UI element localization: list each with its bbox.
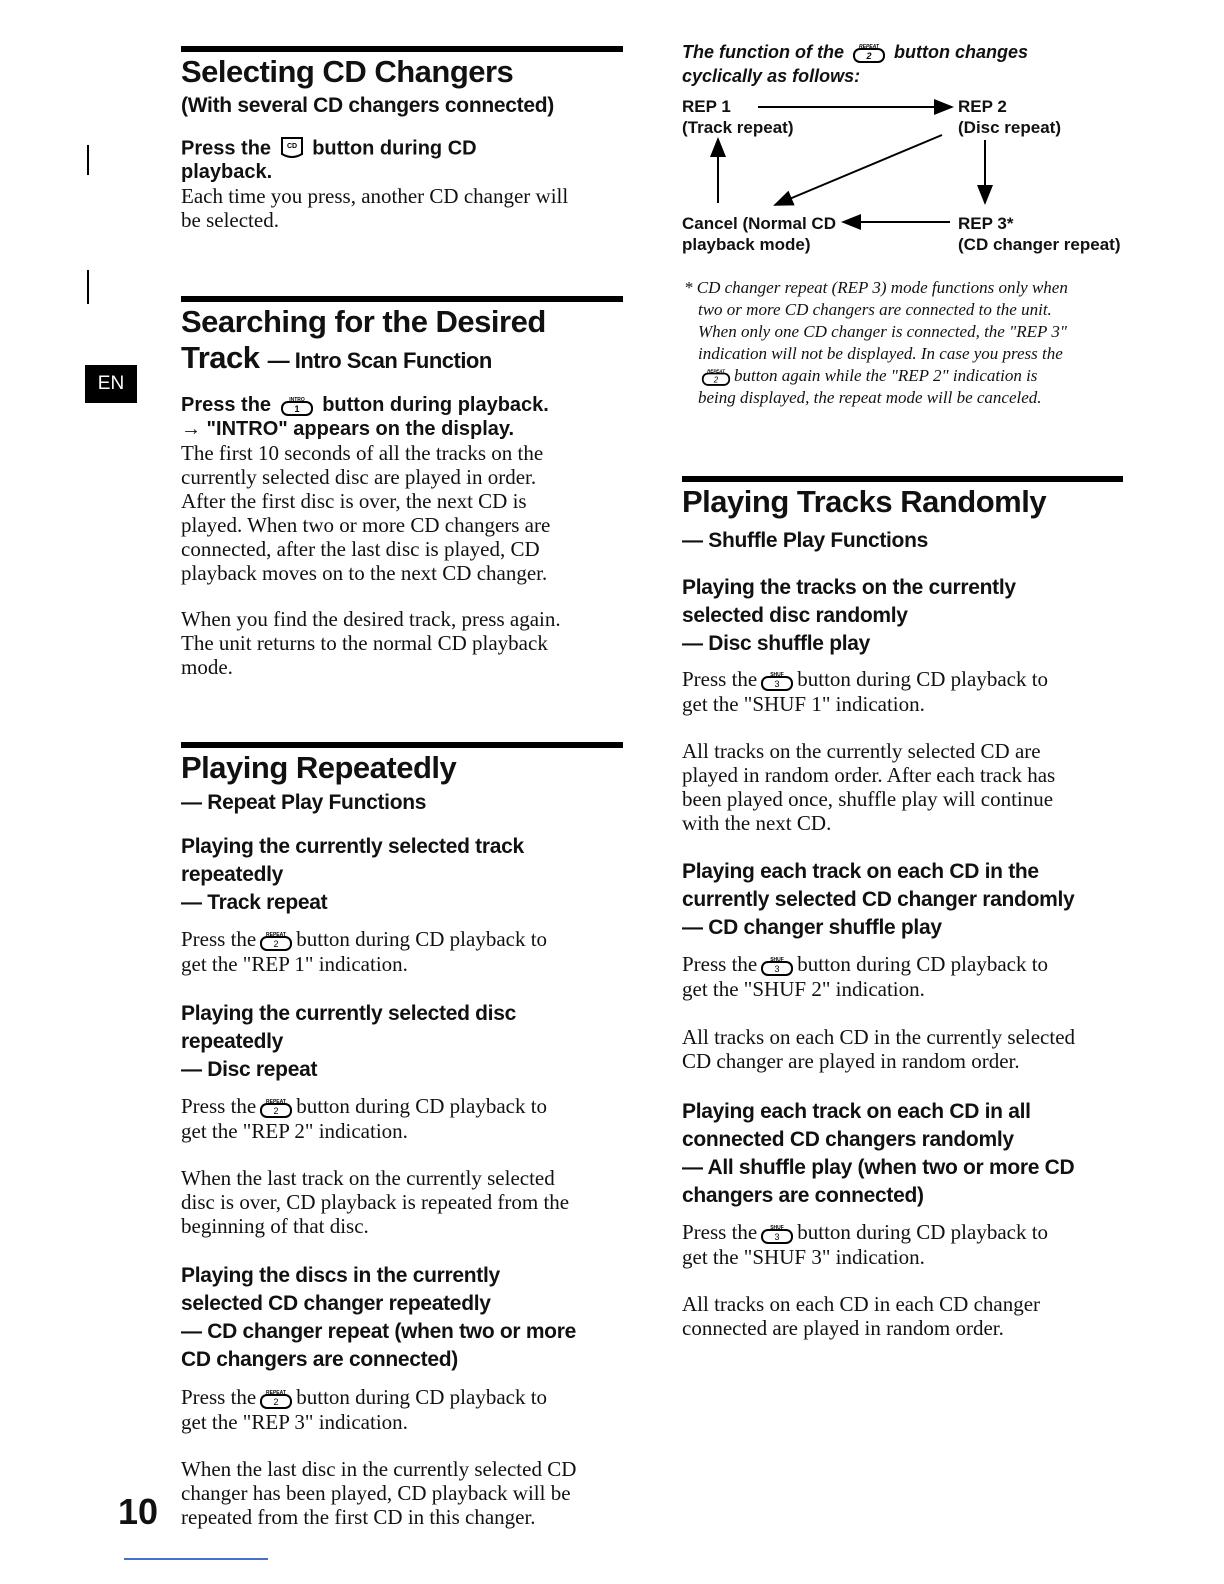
paragraph	[181, 1166, 569, 1238]
node-sublabel: (Track repeat)	[682, 118, 794, 137]
repeat-button-top: REPEAT	[266, 1099, 287, 1106]
subsection-heading	[682, 1098, 1074, 1210]
text-line: When the last disc in the currently selected CD	[181, 1457, 577, 1481]
text: Press the	[682, 667, 758, 691]
instruction-text: button during playback.	[322, 394, 549, 416]
text-line: get the "REP 1" indication.	[181, 952, 408, 977]
shuffle-button-top: SHUF	[770, 957, 785, 964]
shuffle-button-icon	[760, 670, 794, 692]
shuffle-button-num: 3	[774, 679, 780, 690]
text-line: When the last track on the currently selected	[181, 1166, 555, 1190]
text-line: beginning of that disc.	[181, 1214, 369, 1238]
text: button during CD playback to	[296, 1094, 548, 1118]
text-line: two or more CD changers are connected to the unit.	[698, 300, 1052, 319]
text: Press the	[181, 1094, 257, 1118]
text-line: get the "REP 3" indication.	[181, 1410, 408, 1435]
shuffle-button-num: 3	[774, 964, 780, 975]
node-label: REP 3*	[958, 214, 1014, 233]
heading-line: — All shuffle play (when two or more CD	[682, 1156, 1075, 1179]
paragraph	[181, 184, 568, 232]
repeat-button-num: 2	[713, 375, 719, 385]
footer-rule	[124, 1558, 268, 1560]
heading-line: Playing each track on each CD in all	[682, 1100, 1031, 1123]
text: The function of the	[682, 42, 844, 62]
text-line: played in random order. After each track has	[682, 763, 1056, 787]
text-line: get the "REP 2" indication.	[181, 1119, 408, 1144]
text-line: with the next CD.	[682, 811, 832, 835]
text-line: All tracks on the currently selected CD are	[682, 739, 1041, 763]
text-line	[684, 365, 1068, 387]
text-line: connected, after the last disc is played, CD	[181, 537, 540, 561]
section-subtitle: — Repeat Play Functions	[181, 791, 427, 814]
intro-button-top: INTRO	[288, 396, 305, 403]
paragraph	[682, 739, 1055, 835]
paragraph	[181, 1094, 547, 1143]
section-subtitle: — Shuffle Play Functions	[682, 529, 928, 552]
heading-line: repeatedly	[181, 863, 284, 886]
heading-line: Playing each track on each CD in the	[682, 860, 1039, 883]
cd-button-icon	[280, 136, 304, 162]
subsection-heading	[682, 858, 1074, 942]
shuffle-button-top: SHUF	[770, 672, 785, 679]
text-line: indication will not be displayed. In case you press the	[698, 344, 1063, 363]
instruction: playback.	[181, 161, 273, 183]
heading-line: Playing the currently selected disc	[181, 1002, 516, 1025]
section-rule	[181, 742, 623, 748]
text-line: playback moves on to the next CD changer.	[181, 561, 548, 585]
repeat-button-top: REPEAT	[859, 44, 879, 51]
text-line: get the "SHUF 3" indication.	[682, 1245, 925, 1270]
text-line: Each time you press, another CD changer will	[181, 184, 569, 208]
text: button during CD playback to	[296, 1385, 548, 1409]
instruction	[181, 393, 549, 417]
text: Press the	[181, 1385, 257, 1409]
paragraph	[682, 1292, 1040, 1340]
repeat-button-top: REPEAT	[266, 932, 287, 939]
repeat-button-num: 2	[273, 1106, 279, 1117]
text-line: * CD changer repeat (REP 3) mode functions only when	[684, 278, 1068, 297]
paragraph	[181, 441, 550, 585]
language-badge: EN	[85, 365, 137, 403]
repeat-button-top: REPEAT	[266, 1390, 287, 1397]
section-title: Searching for the Desired	[181, 304, 546, 339]
instruction	[181, 136, 477, 162]
paragraph	[181, 1385, 547, 1434]
text-line: After the first disc is over, the next CD is	[181, 489, 527, 513]
title-text: Track	[181, 340, 260, 375]
instruction-text: Press the	[181, 137, 272, 160]
repeat-button-icon	[259, 1097, 293, 1119]
margin-mark	[87, 270, 89, 304]
text-line: been played once, shuffle play will continue	[682, 787, 1054, 811]
repeat-button-num: 2	[273, 939, 279, 950]
repeat-button-num: 2	[273, 1397, 279, 1408]
repeat-button-num: 2	[866, 51, 872, 62]
title-suffix: — Intro Scan Function	[267, 348, 492, 373]
repeat-button-icon	[259, 930, 293, 952]
section-title: Playing Repeatedly	[181, 750, 457, 785]
text: button during CD playback to	[296, 927, 548, 951]
text: Press the	[682, 952, 758, 976]
paragraph	[181, 927, 547, 976]
heading-line: — Track repeat	[181, 891, 328, 914]
heading-line: currently selected CD changer randomly	[682, 888, 1075, 911]
text-line: disc is over, CD playback is repeated from the	[181, 1190, 570, 1214]
text-line: CD changer are played in random order.	[682, 1049, 1020, 1073]
section-title: Selecting CD Changers	[181, 54, 514, 89]
heading-line: repeatedly	[181, 1030, 284, 1053]
paragraph	[181, 1457, 576, 1529]
intro-button-icon	[280, 395, 314, 417]
heading-line: changers are connected)	[682, 1184, 924, 1207]
section-rule	[181, 46, 623, 52]
text-line: connected are played in random order.	[682, 1316, 1004, 1340]
text-line: When only one CD changer is connected, the "REP 3"	[698, 322, 1067, 341]
arrow-rep2-to-cancel	[775, 135, 942, 205]
section-rule	[682, 476, 1123, 482]
text-line: get the "SHUF 1" indication.	[682, 692, 925, 717]
text: button again while the "REP 2" indication is	[734, 366, 1038, 385]
node-sublabel: (Disc repeat)	[958, 118, 1061, 137]
section-subtitle: (With several CD changers connected)	[181, 94, 554, 117]
shuffle-button-icon	[760, 955, 794, 977]
subsection-heading	[181, 833, 524, 917]
node-label: REP 1	[682, 97, 731, 116]
cd-button-label: CD	[286, 143, 297, 150]
flow-arrows	[680, 95, 1150, 255]
subsection-heading	[181, 1262, 576, 1374]
section-title: Playing Tracks Randomly	[682, 484, 1047, 519]
text-line: being displayed, the repeat mode will be canceled.	[698, 388, 1042, 408]
repeat-button-top: REPEAT	[707, 368, 725, 374]
shuffle-button-top: SHUF	[770, 1225, 785, 1232]
text: button during CD playback to	[797, 1220, 1049, 1244]
subsection-heading	[181, 1000, 516, 1084]
intro-button-num: 1	[294, 403, 300, 414]
paragraph	[682, 952, 1048, 1001]
subsection-heading	[682, 574, 1016, 658]
text: button during CD playback to	[797, 952, 1049, 976]
shuffle-button-num: 3	[774, 1232, 780, 1243]
section-title	[181, 340, 492, 379]
text-line: currently selected disc are played in order.	[181, 465, 537, 489]
text-line: repeated from the first CD in this changer.	[181, 1505, 536, 1529]
section-rule	[181, 296, 623, 302]
margin-mark	[87, 145, 89, 175]
repeat-button-icon	[852, 42, 886, 64]
heading-line: CD changers are connected)	[181, 1348, 458, 1371]
instruction-result: → "INTRO" appears on the display.	[181, 418, 515, 440]
node-sublabel: playback mode)	[682, 235, 811, 254]
text: Press the	[682, 1220, 758, 1244]
shuffle-button-icon	[760, 1223, 794, 1245]
paragraph	[682, 1025, 1075, 1073]
text-line: played. When two or more CD changers are	[181, 513, 551, 537]
text: button changes	[894, 42, 1029, 62]
node-label: REP 2	[958, 97, 1007, 116]
text-line: mode.	[181, 655, 233, 679]
text-line: The unit returns to the normal CD playback	[181, 631, 548, 655]
paragraph	[181, 607, 561, 679]
function-intro	[682, 40, 1028, 88]
text-line: be selected.	[181, 208, 279, 232]
heading-line: — CD changer repeat (when two or more	[181, 1320, 576, 1343]
text-line: cyclically as follows:	[682, 66, 861, 87]
text-line: All tracks on each CD in the currently selected	[682, 1025, 1076, 1049]
heading-line: selected disc randomly	[682, 604, 908, 627]
heading-line: Playing the currently selected track	[181, 835, 524, 858]
heading-line: Playing the discs in the currently	[181, 1264, 500, 1287]
heading-line: — CD changer shuffle play	[682, 916, 942, 939]
repeat-button-icon	[701, 367, 731, 387]
text: Press the	[181, 927, 257, 951]
heading-line: selected CD changer repeatedly	[181, 1292, 491, 1315]
text: button during CD playback to	[797, 667, 1049, 691]
footnote	[684, 277, 1068, 409]
heading-line: Playing the tracks on the currently	[682, 576, 1016, 599]
text-line: The first 10 seconds of all the tracks on the	[181, 441, 544, 465]
paragraph	[682, 1220, 1048, 1269]
node-sublabel: (CD changer repeat)	[958, 235, 1121, 254]
instruction-text: button during CD	[312, 137, 477, 160]
text-line: When you find the desired track, press again.	[181, 607, 561, 631]
text-line: get the "SHUF 2" indication.	[682, 977, 925, 1002]
heading-line: — Disc repeat	[181, 1058, 318, 1081]
heading-line: — Disc shuffle play	[682, 632, 871, 655]
repeat-button-icon	[259, 1388, 293, 1410]
node-label: Cancel (Normal CD	[682, 214, 836, 233]
heading-line: connected CD changers randomly	[682, 1128, 1014, 1151]
text-line: All tracks on each CD in each CD changer	[682, 1292, 1041, 1316]
instruction-text: Press the	[181, 394, 272, 416]
text-line: changer has been played, CD playback will be	[181, 1481, 571, 1505]
page-number: 10	[118, 1491, 159, 1532]
paragraph	[682, 667, 1048, 716]
